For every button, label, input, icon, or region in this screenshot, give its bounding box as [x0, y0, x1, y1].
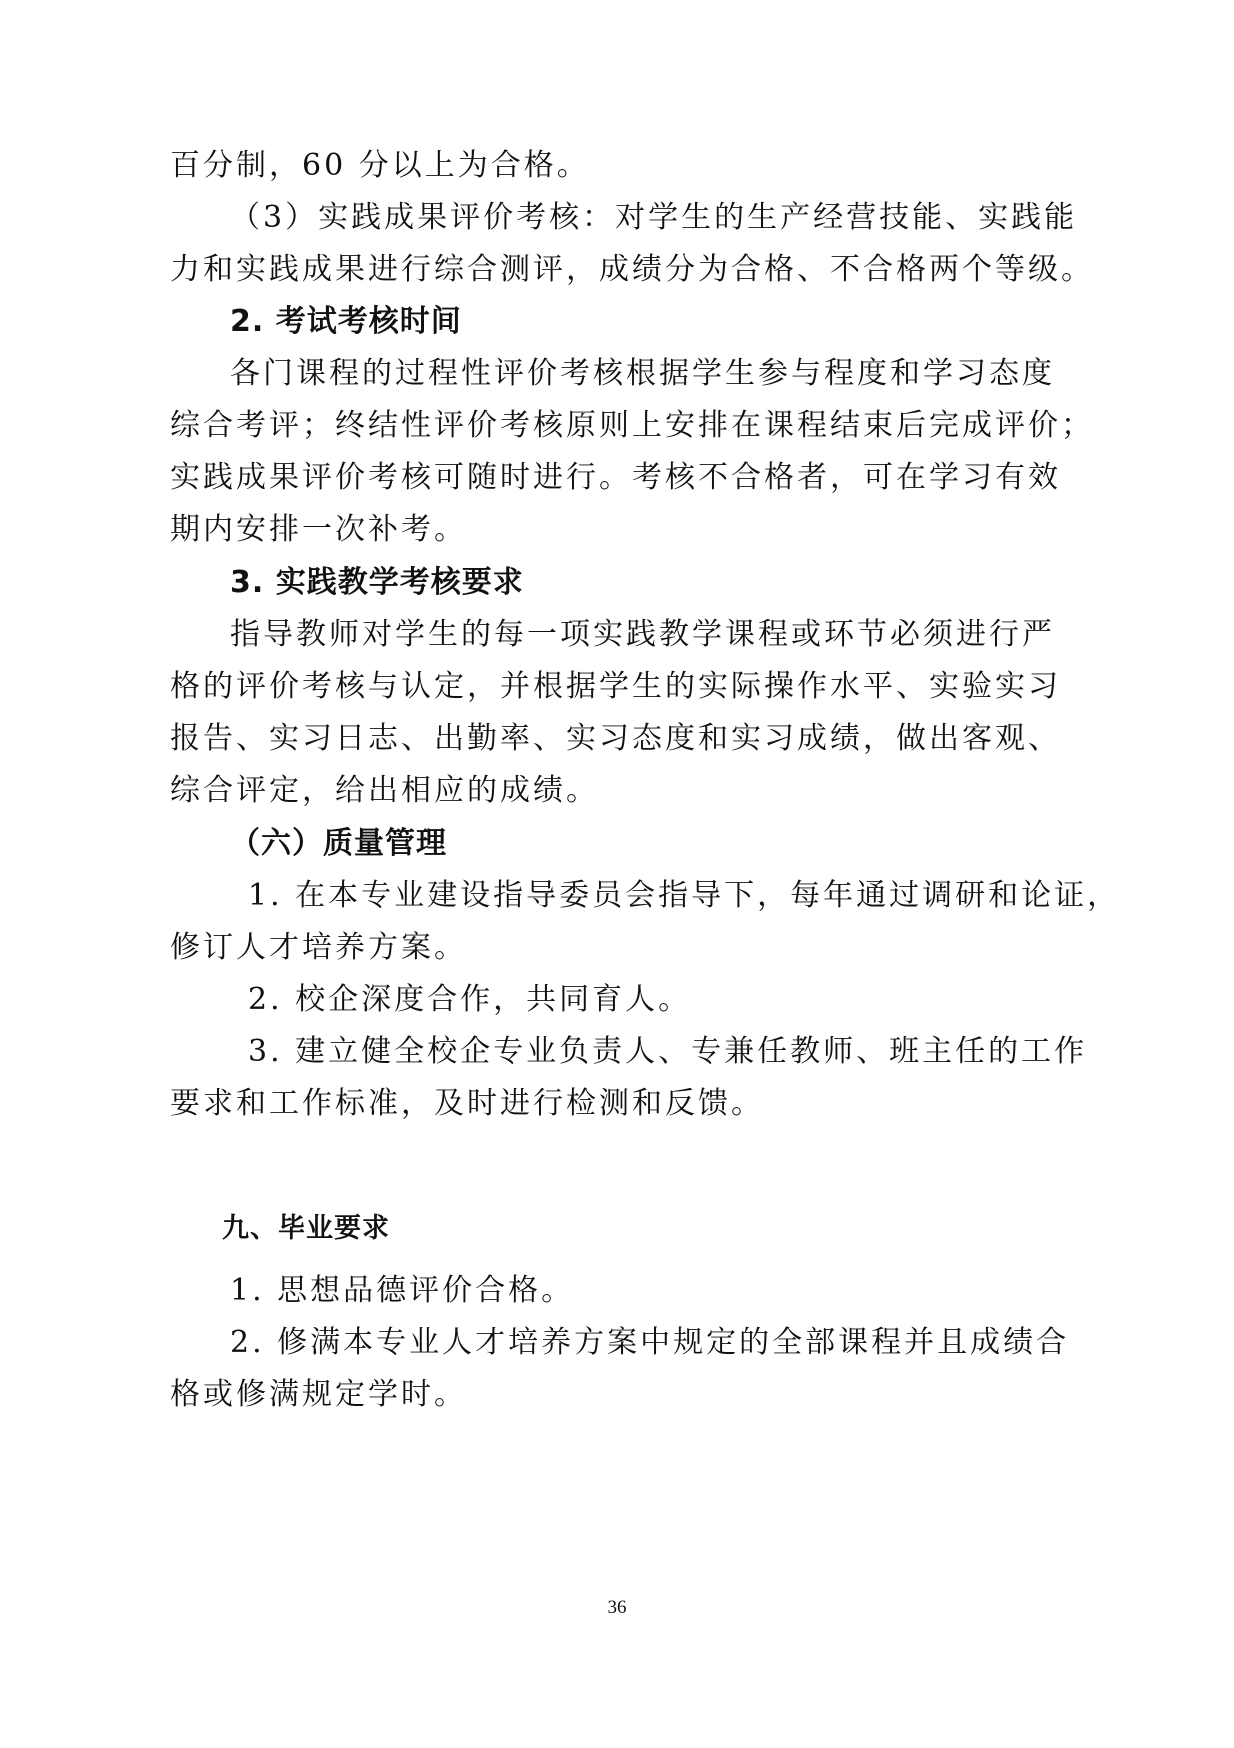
exam-time-line-2: 综合考评；终结性评价考核原则上安排在课程结束后完成评价；: [170, 408, 1094, 443]
practice-requirements-line-2: 格的评价考核与认定，并根据学生的实际操作水平、实验实习: [170, 669, 1061, 704]
practice-result-assessment-line-1: （3）实践成果评价考核：对学生的生产经营技能、实践能: [230, 200, 1078, 235]
quality-management-item-1-line-1: 1. 在本专业建设指导委员会指导下，每年通过调研和论证，: [248, 878, 1121, 913]
exam-time-line-4: 期内安排一次补考。: [170, 512, 467, 547]
graduation-heading: 九、毕业要求: [222, 1213, 390, 1244]
quality-management-item-3-line-1: 3. 建立健全校企专业负责人、专兼任教师、班主任的工作: [248, 1034, 1088, 1069]
practice-requirements-line-3: 报告、实习日志、出勤率、实习态度和实习成绩，做出客观、: [170, 721, 1061, 756]
exam-time-line-3: 实践成果评价考核可随时进行。考核不合格者，可在学习有效: [170, 460, 1061, 495]
quality-management-heading: （六）质量管理: [230, 826, 447, 861]
quality-management-item-1-line-2: 修订人才培养方案。: [170, 930, 467, 965]
practice-requirements-line-1: 指导教师对学生的每一项实践教学课程或环节必须进行严: [230, 617, 1055, 652]
graduation-item-1: 1. 思想品德评价合格。: [230, 1273, 575, 1308]
practice-requirements-line-4: 综合评定，给出相应的成绩。: [170, 773, 599, 808]
practice-result-assessment-line-2: 力和实践成果进行综合测评，成绩分为合格、不合格两个等级。: [170, 252, 1094, 287]
quality-management-item-2: 2. 校企深度合作，共同育人。: [248, 982, 692, 1017]
graduation-item-2-line-2: 格或修满规定学时。: [170, 1377, 467, 1412]
graduation-item-2-line-1: 2. 修满本专业人才培养方案中规定的全部课程并且成绩合: [230, 1325, 1070, 1360]
exam-time-line-1: 各门课程的过程性评价考核根据学生参与程度和学习态度: [230, 356, 1055, 391]
page-number: 36: [607, 1597, 627, 1618]
practice-requirements-heading: 3. 实践教学考核要求: [230, 565, 524, 600]
quality-management-item-3-line-2: 要求和工作标准，及时进行检测和反馈。: [170, 1086, 764, 1121]
assessment-line-1: 百分制，60 分以上为合格。: [170, 148, 590, 183]
exam-time-heading: 2. 考试考核时间: [230, 304, 462, 339]
